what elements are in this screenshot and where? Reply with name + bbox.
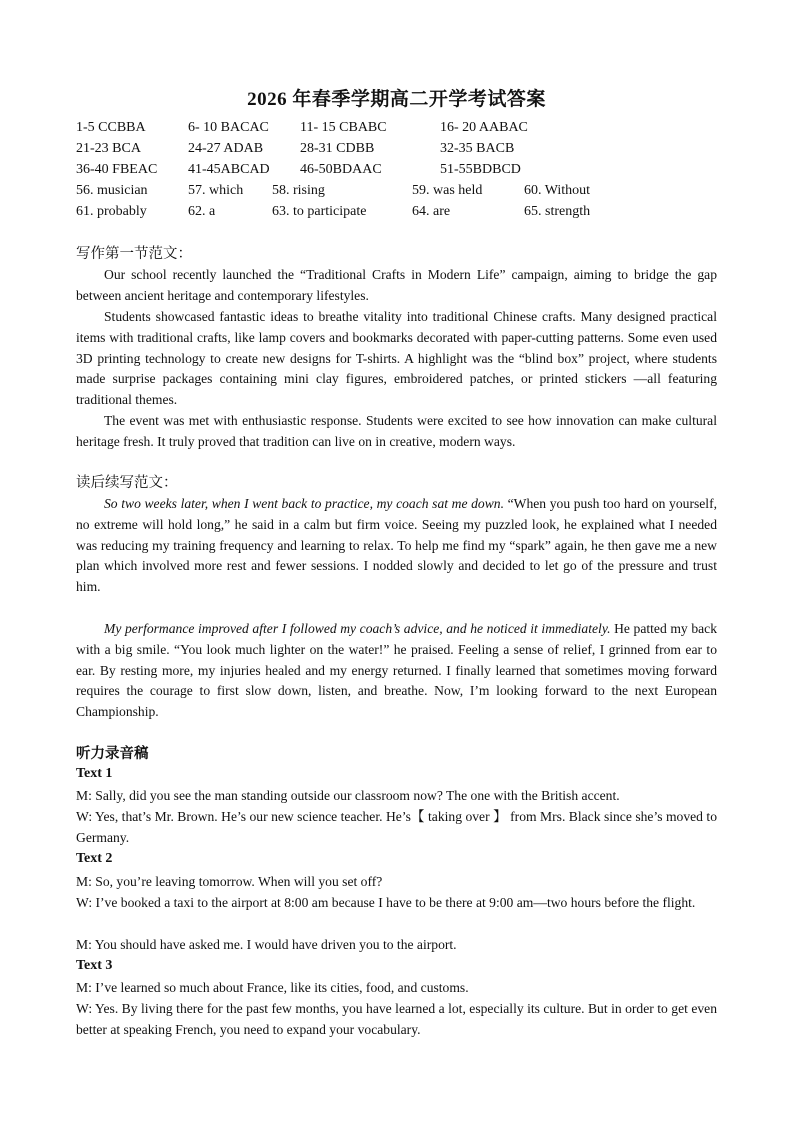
dialogue-line: W: I’ve booked a taxi to the airport at 8:00 am because I have to be there at 9:00 am—two hours before the flight.: [76, 895, 696, 910]
paragraph-opening-sentence: So two weeks later, when I went back to practice, my coach sat me down.: [104, 496, 504, 511]
answer-item: 64. are: [412, 204, 451, 219]
answer-item: 65. strength: [524, 204, 591, 219]
writing1-paragraph-2: [76, 307, 717, 411]
dialogue-line: M: You should have asked me. I would have driven you to the airport.: [76, 937, 457, 952]
writing1-heading: 写作第一节范文：: [76, 246, 192, 262]
page-title: 2026 年春季学期高二开学考试答案: [247, 89, 546, 110]
writing2-heading: 读后续写范文：: [76, 475, 178, 491]
answer-item: 62. a: [188, 204, 216, 219]
answer-item: 21-23 BCA: [76, 141, 141, 156]
answer-item: 61. probably: [76, 204, 147, 219]
answer-item: 28-31 CDBB: [300, 141, 375, 156]
paragraph-text: Students showcased fantastic ideas to breathe vitality into traditional Chinese crafts. Many designed practical items with traditional crafts, like lamp covers and bookmarks decorated with paper-cutting patterns. Some even used 3D printing technology to create new designs for T-shirts. A highlight was the “blind box” project, where students made surprise packages containing mini clay figures, embroidered patches, or printed stickers —all featuring traditional themes.: [76, 309, 717, 408]
answer-item: 60. Without: [524, 183, 591, 198]
paragraph-opening-sentence: My performance improved after I followed my coach’s advice, and he noticed it immediately.: [104, 621, 611, 636]
answer-item: 1-5 CCBBA: [76, 120, 146, 135]
paragraph-text: Our school recently launched the “Traditional Crafts in Modern Life” campaign, aiming to bridge the gap between ancient heritage and contemporary lifestyles.: [76, 267, 717, 303]
text2-label: Text 2: [76, 851, 113, 866]
writing1-paragraph-1: [76, 265, 717, 307]
answer-item: 56. musician: [76, 183, 148, 198]
answer-item: 51-55BDBCD: [440, 162, 521, 177]
text3-label: Text 3: [76, 958, 113, 973]
dialogue-line: M: Sally, did you see the man standing outside our classroom now? The one with the British accent.: [76, 788, 620, 803]
answer-item: 6- 10 BACAC: [188, 120, 269, 135]
answer-item: 11- 15 CBABC: [300, 120, 387, 135]
paragraph-text: He patted my back with a big smile. “You look much lighter on the water!” he praised. Feeling a sense of relief, I grinned from ear to ear. By resting more, my injuries healed and my energy returned. I finally learned that sometimes moving forward requires the courage to first slow down, listen, and breathe. Now, I’m looking forward to the next European Championship.: [76, 621, 717, 720]
answer-item: 32-35 BACB: [440, 141, 515, 156]
answer-item: 59. was held: [412, 183, 483, 198]
writing2-paragraph-2: [76, 619, 717, 723]
writing2-paragraph-1: [76, 494, 717, 598]
paragraph-text: “When you push too hard on yourself, no extreme will hold long,” he said in a calm but firm voice. Seeing my puzzled look, he explained what I needed was reducing my training frequency and learning to relax. To help me find my “spark” again, he then gave me a new plan which involved more rest and fewer sessions. I nodded slowly and decided to let go of the pressure and trust him.: [76, 496, 717, 595]
dialogue-line: W: Yes. By living there for the past few months, you have learned a lot, especially its culture. But in order to get even better at speaking French, you need to expand your vocabulary.: [76, 1001, 717, 1037]
dialogue-line: W: Yes, that’s Mr. Brown. He’s our new science teacher. He’s【 taking over 】 from Mrs. Black since she’s moved to Germany.: [76, 809, 717, 845]
answer-item: 24-27 ADAB: [188, 141, 264, 156]
text1-label: Text 1: [76, 766, 113, 781]
dialogue-line: M: I’ve learned so much about France, like its cities, food, and customs.: [76, 980, 469, 995]
answer-item: 46-50BDAAC: [300, 162, 382, 177]
answer-item: 16- 20 AABAC: [440, 120, 528, 135]
paragraph-text: The event was met with enthusiastic response. Students were excited to see how innovation can make cultural heritage fresh. It truly proved that tradition can live on in creative, modern ways.: [76, 413, 717, 449]
answer-item: 36-40 FBEAC: [76, 162, 158, 177]
answer-item: 63. to participate: [272, 204, 367, 219]
dialogue-line: M: So, you’re leaving tomorrow. When will you set off?: [76, 874, 383, 889]
writing1-paragraph-3: [76, 411, 717, 453]
answer-item: 58. rising: [272, 183, 325, 198]
answer-item: 41-45ABCAD: [188, 162, 270, 177]
answer-item: 57. which: [188, 183, 244, 198]
listening-heading: 听力录音稿: [76, 746, 149, 762]
